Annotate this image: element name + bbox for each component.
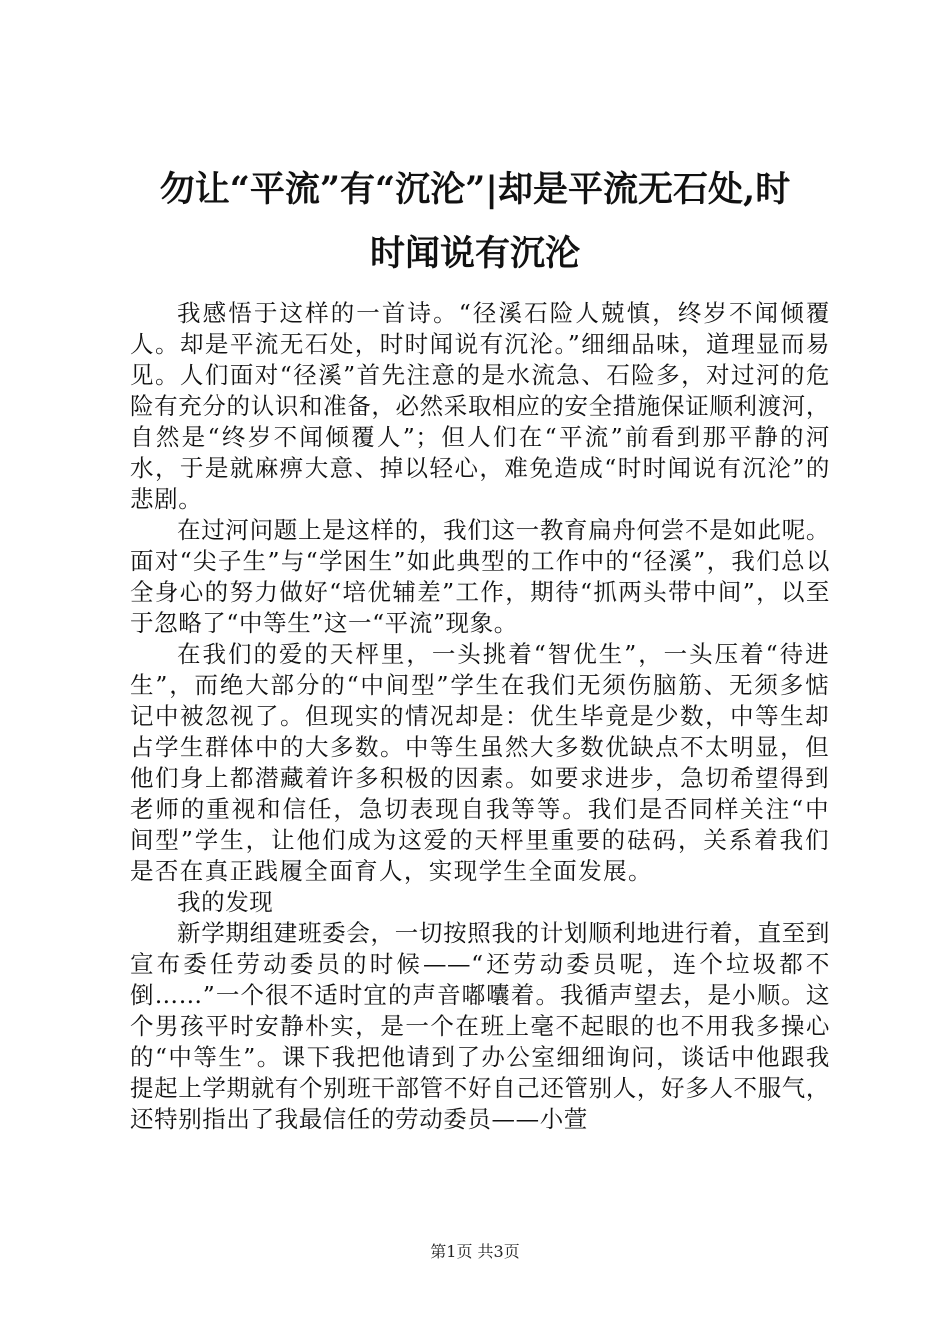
paragraph-river-analogy: 在过河问题上是这样的，我们这一教育扁舟何尝不是如此呢。面对“尖子生”与“学困生”如此典型的工作中的“径溪”，我们总以全身心的努力做好“培优辅差”工作，期待“抓两头带中间”，以至于忽略了“中等生”这一“平流”现象。: [130, 516, 830, 637]
page-number-footer: 第1页 共3页: [430, 1242, 520, 1261]
paragraph-balance-scale: 在我们的爱的天枰里，一头挑着“智优生”，一头压着“待进生”，而绝大部分的“中间型”学生在我们无须伤脑筋、无须多惦记中被忽视了。但现实的情况却是：优生毕竟是少数，中等生却占学生群体中的大多数。中等生虽然大多数优缺点不太明显，但他们身上都潜藏着许多积极的因素。如要求进步，急切希望得到老师的重视和信任，急切表现自我等等。我们是否同样关注“中间型”学生，让他们成为这爱的天枰里重要的砝码，关系着我们是否在真正践履全面育人，实现学生全面发展。: [130, 640, 830, 885]
title-line-1: 勿让“平流”有“沉沦”|却是平流无石处,时: [159, 169, 791, 210]
document-title: [110, 158, 840, 286]
section-heading-my-discovery: 我的发现: [177, 888, 274, 916]
paragraph-class-committee: 新学期组建班委会，一切按照我的计划顺利地进行着，直至到宣布委任劳动委员的时候——“还劳动委员呢，连个垃圾都不倒……”一个很不适时宜的声音嘟囔着。我循声望去，是小顺。这个男孩平时安静朴实，是一个在班上毫不起眼的也不用我多操心的“中等生”。课下我把他请到了办公室细细询问，谈话中他跟我提起上学期就有个别班干部管不好自己还管别人，好多人不服气，还特别指出了我最信任的劳动委员——小萱: [130, 919, 830, 1133]
title-line-2: 时闻说有沉沦: [369, 233, 580, 274]
paragraph-poem-intro: 我感悟于这样的一首诗。“径溪石险人兢慎，终岁不闻倾覆人。却是平流无石处，时时闻说有沉沦。”细细品味，道理显而易见。人们面对“径溪”首先注意的是水流急、石险多，对过河的危险有充分的认识和准备，必然采取相应的安全措施保证顺利渡河，自然是“终岁不闻倾覆人”；但人们在“平流”前看到那平静的河水，于是就麻痹大意、掉以轻心，难免造成“时时闻说有沉沦”的悲剧。: [130, 299, 830, 513]
document-body: [130, 298, 830, 1135]
